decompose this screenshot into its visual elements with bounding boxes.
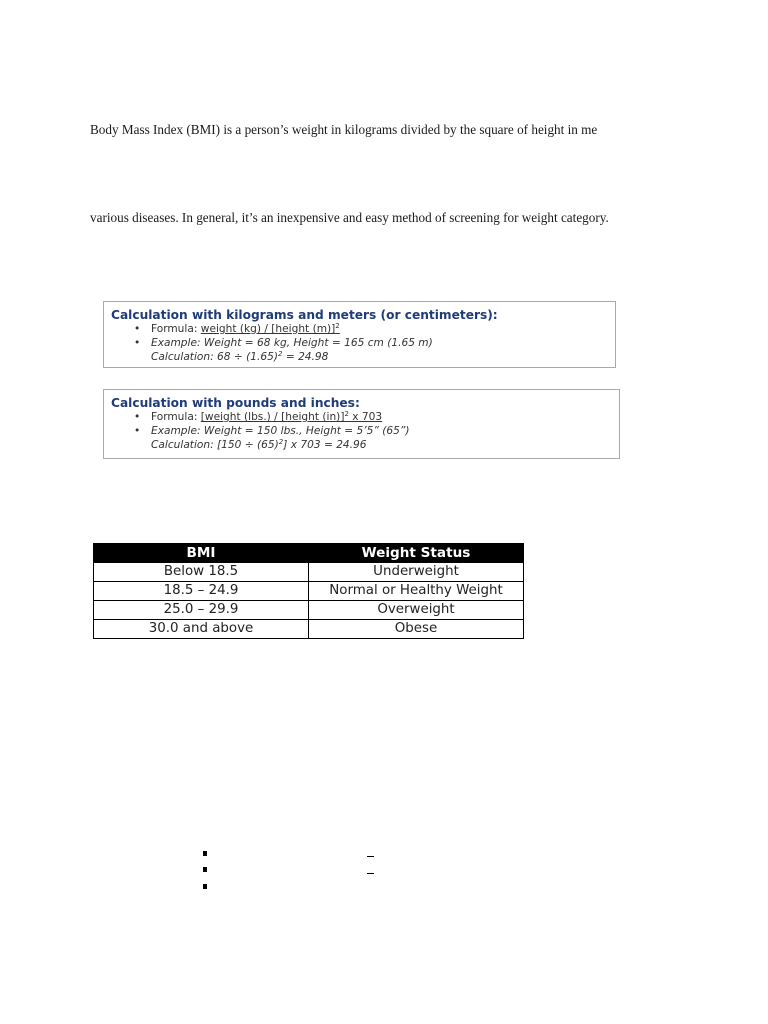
intro-paragraph-line-1: Body Mass Index (BMI) is a person’s weight in kilograms divided by the square of height in me [90,122,598,137]
bmi-range-cell: 18.5 – 24.9 [94,582,309,601]
weight-status-cell: Underweight [309,563,524,582]
metric-formula-label: Formula: [151,323,201,335]
bullet-icon: • [134,425,141,437]
metric-formula-item [134,322,433,336]
dash-mark [367,856,374,857]
metric-formula: weight (kg) / [height (m)]$^2$ [200,322,340,335]
bmi-weight-status-table [93,543,524,639]
metric-calculation-title: Calculation with kilograms and meters (or centimeters): [111,308,498,322]
imperial-calculation-box [103,389,620,459]
imperial-calculation-title: Calculation with pounds and inches: [111,396,360,410]
imperial-calculation-list [134,410,409,452]
metric-calculation-list [134,322,433,364]
imperial-formula-item [134,410,409,424]
intro-paragraph-line-2: various diseases. In general, it’s an inexpensive and easy method of screening for weight category. [90,210,609,225]
weight-status-cell: Normal or Healthy Weight [309,582,524,601]
bmi-range-cell: 25.0 – 29.9 [94,601,309,620]
dash-mark [367,873,374,874]
bullet-icon: • [134,411,141,423]
weight-status-column-header: Weight Status [309,544,524,563]
metric-example-item [134,336,433,350]
bullet-icon: • [134,323,141,335]
list-marker-square-icon [203,867,207,872]
table-row [94,582,524,601]
list-marker-square-icon [203,884,207,889]
weight-status-cell: Overweight [309,601,524,620]
bullet-icon: • [134,337,141,349]
table-header-row [94,544,524,563]
imperial-formula-label: Formula: [151,411,201,423]
table-row [94,620,524,639]
imperial-calculation-line: Calculation: $[150 \div (65)^2]$ x 703 = 24.96 [151,438,367,451]
bmi-range-cell: 30.0 and above [94,620,309,639]
metric-calculation-box [103,301,616,368]
metric-calculation-line: Calculation: $68 \div (1.65)^2 = 24.98$ [151,350,329,363]
list-marker-square-icon [203,851,207,856]
imperial-example-item [134,424,409,438]
weight-status-cell: Obese [309,620,524,639]
imperial-formula: [weight (lbs.) / [height (in)]$^2$ x 703 [200,410,383,423]
table-row [94,563,524,582]
table-row [94,601,524,620]
bmi-range-cell: Below 18.5 [94,563,309,582]
imperial-example: Example: Weight = 150 lbs., Height = 5’5” (65”) [151,425,410,437]
bmi-column-header: BMI [94,544,309,563]
metric-example: Example: Weight = 68 kg, Height = 165 cm (1.65 m) [151,337,433,349]
